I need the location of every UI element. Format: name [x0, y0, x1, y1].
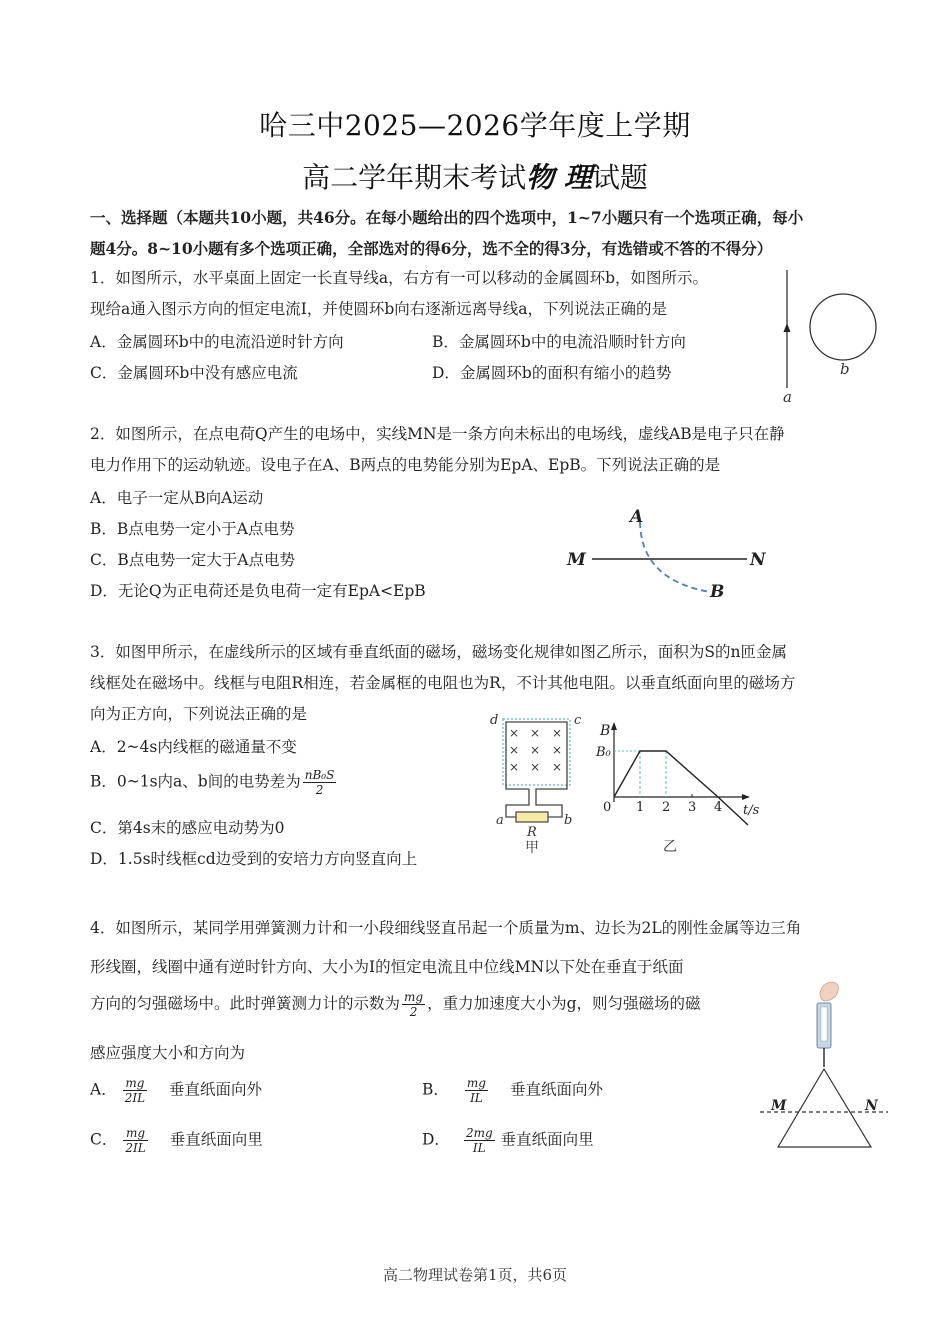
section-instructions: [90, 202, 870, 264]
title-suffix: 试题: [591, 161, 648, 194]
svg-text:×: ×: [530, 743, 541, 757]
fraction: $\frac{mg}{2}$: [404, 990, 424, 1019]
title-subject: 物 理: [526, 161, 592, 194]
title-prefix: 高二学年期末考试: [302, 161, 527, 194]
svg-text:×: ×: [530, 726, 541, 740]
svg-text:×: ×: [552, 743, 563, 757]
exam-title-line1: 哈三中2025—2026学年度上学期: [259, 109, 691, 142]
svg-text:a: a: [783, 388, 792, 406]
section-line2: 题4分。8~10小题有多个选项正确，全部选对的得6分，选不全的得3分，有选错或不答的不得分）: [90, 239, 773, 258]
q2-figure-field-line: [555, 500, 775, 605]
q3-stem-line2: 线框处在磁场中。线框与电阻R相连，若金属框的电阻也为R，不计其他电阻。以垂直纸面向里的磁场方: [90, 674, 796, 692]
svg-text:d: d: [490, 713, 499, 728]
magnetic-field-cross-icons: [509, 726, 562, 774]
q3-option-c: C．第4s末的感应电动势为0: [90, 819, 285, 837]
svg-text:×: ×: [509, 760, 520, 774]
svg-text:×: ×: [552, 760, 563, 774]
svg-text:N: N: [865, 1098, 878, 1114]
page-footer: 高二物理试卷第1页，共6页: [382, 1266, 568, 1284]
q4-stem-line1: 4．如图所示，某同学用弹簧测力计和一小段细线竖直吊起一个质量为m、边长为2L的刚性金属等边三角: [90, 919, 802, 937]
svg-text:B: B: [600, 723, 611, 739]
q4-figure-spring-scale-triangle: [750, 975, 900, 1160]
q2-stem-line2: 电力作用下的运动轨迹。设电子在A、B两点的电势能分别为EpA、EpB。下列说法正确的是: [90, 456, 721, 474]
q1-stem-line1: 1．如图所示，水平桌面上固定一长直导线a，右方有一可以移动的金属圆环b，如图所示。: [90, 269, 709, 287]
y-axis-arrow-icon: [611, 722, 617, 730]
svg-text:c: c: [574, 713, 582, 728]
svg-text:×: ×: [509, 726, 520, 740]
exam-title-line2: [0, 156, 950, 196]
svg-text:×: ×: [552, 726, 563, 740]
svg-text:M: M: [771, 1098, 787, 1114]
q3-stem-line3: 向为正方向，下列说法正确的是: [90, 705, 308, 723]
q4-option-d: D． $\frac{2mg}{IL}$ 垂直纸面向里: [422, 1126, 594, 1155]
q1-option-d: D．金属圆环b的面积有缩小的趋势: [432, 364, 672, 382]
q1-figure-wire-ring: [770, 260, 900, 410]
q1-stem-line2: 现给a通入图示方向的恒定电流I，并使圆环b向右逐渐远离导线a，下列说法正确的是: [90, 300, 668, 318]
hand-icon: [820, 982, 838, 1001]
current-arrow-icon: [784, 323, 791, 332]
fraction: $\frac{\text{nB₀S}}{2}$: [304, 768, 335, 797]
svg-text:M: M: [567, 550, 586, 570]
svg-text:R: R: [527, 825, 537, 840]
q3-option-b: B．0~1s内a、b间的电势差为 $\frac{\text{nB₀S}}{2}$: [90, 768, 335, 797]
q2-option-d: D．无论Q为正电荷还是负电荷一定有EpA<EpB: [90, 582, 426, 600]
svg-text:甲: 甲: [525, 840, 539, 856]
svg-text:×: ×: [509, 743, 520, 757]
q1-option-c: C．金属圆环b中没有感应电流: [90, 364, 298, 382]
q4-stem-line2: 形线圈，线圈中通有逆时针方向、大小为I的恒定电流且中位线MN以下处在垂直于纸面: [90, 958, 684, 976]
svg-text:1: 1: [636, 800, 645, 815]
svg-text:N: N: [750, 550, 766, 570]
q2-option-c: C．B点电势一定大于A点电势: [90, 551, 295, 569]
q3-figure-yi-graph: [590, 710, 780, 865]
q4-option-a: A． $\frac{mg}{2IL}$ 垂直纸面向外: [90, 1076, 263, 1105]
svg-text:b: b: [840, 360, 850, 378]
q4-option-b: B． $\frac{mg}{IL}$ 垂直纸面向外: [422, 1076, 603, 1105]
q2-option-b: B．B点电势一定小于A点电势: [90, 520, 295, 538]
svg-text:B: B: [710, 582, 725, 602]
q3-stem-line1: 3．如图甲所示，在虚线所示的区域有垂直纸面的磁场，磁场变化规律如图乙所示，面积为S的n匝金属: [90, 643, 787, 661]
svg-text:4: 4: [714, 800, 723, 815]
svg-text:B₀: B₀: [596, 745, 611, 760]
q2-option-a: A．电子一定从B向A运动: [90, 489, 264, 507]
q3-option-d: D．1.5s时线框cd边受到的安培力方向竖直向上: [90, 850, 418, 868]
q3-figure-jia-circuit: [480, 705, 600, 865]
svg-text:t/s: t/s: [743, 803, 760, 818]
svg-text:×: ×: [530, 760, 541, 774]
svg-text:a: a: [496, 813, 504, 828]
q1-option-a: A．金属圆环b中的电流沿逆时针方向: [90, 333, 344, 351]
q4-stem-line4: 感应强度大小和方向为: [90, 1044, 246, 1062]
svg-text:3: 3: [688, 800, 697, 815]
q1-option-b: B．金属圆环b中的电流沿顺时针方向: [432, 333, 686, 351]
q4-option-c: C． $\frac{mg}{2IL}$ 垂直纸面向里: [90, 1126, 263, 1155]
svg-text:乙: 乙: [663, 839, 677, 855]
q4-stem-line3: 方向的匀强磁场中。此时弹簧测力计的示数为 $\frac{mg}{2}$ ，重力加速度大小为g，则匀强磁场的磁: [90, 990, 701, 1019]
x-axis-arrow-icon: [742, 794, 750, 800]
svg-text:b: b: [564, 813, 573, 828]
q3-option-a: A．2~4s内线框的磁通量不变: [90, 738, 297, 756]
svg-text:2: 2: [662, 800, 671, 815]
q2-stem-line1: 2．如图所示，在点电荷Q产生的电场中，实线MN是一条方向未标出的电场线，虚线AB是电子只在静: [90, 425, 785, 443]
section-line1: 一、选择题（本题共10小题，共46分。在每小题给出的四个选项中，1~7小题只有一个选项正确，每小: [90, 208, 804, 227]
resistor-icon: [516, 812, 548, 822]
svg-text:A: A: [630, 507, 644, 527]
svg-text:0: 0: [603, 800, 612, 815]
